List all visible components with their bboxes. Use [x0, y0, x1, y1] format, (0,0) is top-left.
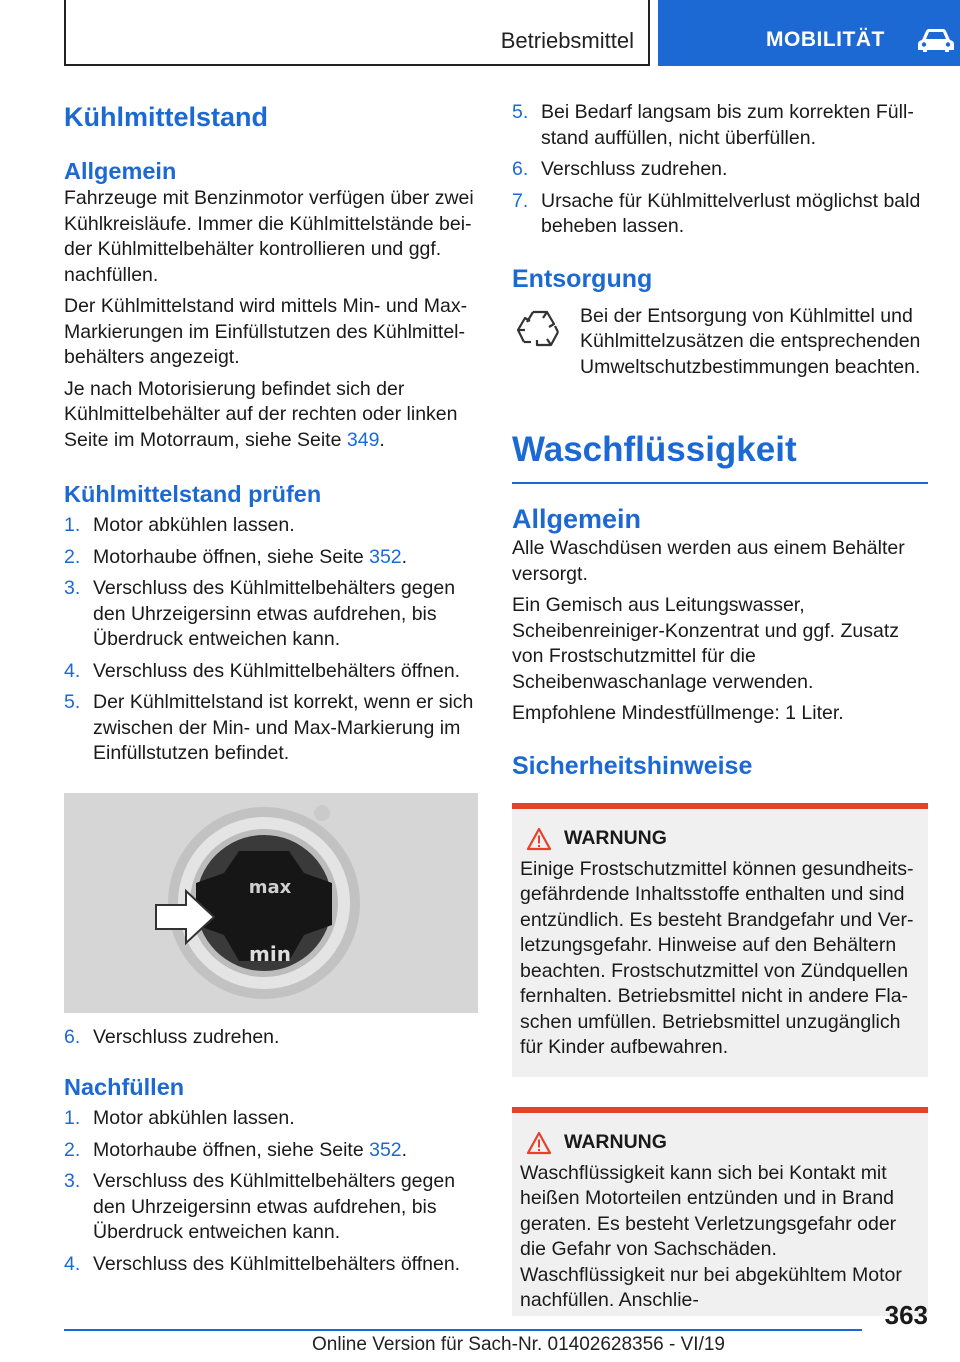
step-text: Verschluss des Kühlmittelbehälters gegen den Uhrzeigersinn etwas aufdrehen, bis Überdruck entweichen kann.	[93, 577, 456, 650]
heading-safety: Sicherheitshinweise	[512, 751, 753, 780]
warning-header	[526, 1131, 920, 1155]
step-text: Motorhaube öffnen, siehe Seite	[93, 1138, 370, 1161]
warning-box	[512, 1107, 928, 1316]
coolant-filler-photo	[64, 793, 478, 1013]
warning-text: Einige Frostschutzmittel können gesundheitsgefährdende Inhaltsstoffe enthalten und sind entzündlich. Es besteht Brandgefahr und Verletzungsgefahr. Hinweise auf den Behältern beachten. Frostschutzmittel von Zündquellen fernhalten. Betriebsmittel nicht in andere Flaschen umfüllen. Betriebsmittel unzugänglich für Kinder aufbewahren.	[520, 857, 914, 1058]
step-number: 4.	[64, 1252, 81, 1275]
step-text: Ursache für Kühlmittelverlust möglichst bald beheben lassen.	[541, 189, 921, 237]
refill-steps	[64, 1106, 478, 1277]
refill-steps-continued	[512, 100, 928, 240]
list-item	[64, 659, 478, 685]
list-item	[512, 189, 928, 240]
section-title-washer: Waschflüssigkeit	[512, 430, 797, 469]
step-number: 1.	[64, 514, 81, 536]
heading-washer-general: Allgemein	[512, 504, 642, 534]
chapter-tab[interactable]	[658, 0, 960, 66]
page-link[interactable]: 352	[369, 545, 402, 568]
check-steps-continued	[64, 1025, 478, 1051]
heading-check: Kühlmittelstand prüfen	[64, 481, 322, 507]
step-text: Motorhaube öffnen, siehe Seite	[93, 545, 370, 568]
filler-neck-illustration	[64, 793, 478, 1013]
page-number: 363	[884, 1300, 928, 1330]
paragraph-end: .	[379, 428, 385, 451]
recycle-icon	[514, 304, 566, 356]
warning-triangle-icon	[526, 1131, 552, 1155]
warning-text: Waschflüssigkeit kann sich bei Kontakt mit heißen Motorteilen entzünden und in Brand geraten. Es besteht Verletzungsgefahr oder die Gefahr von Sachschäden. Waschflüssigkeit nur bei abgekühltem Motor nachfüllen. Anschlie-	[520, 1161, 902, 1311]
step-text: Bei Bedarf langsam bis zum korrekten Füllstand auffüllen, nicht überfüllen.	[541, 101, 914, 149]
step-number: 2.	[64, 1138, 81, 1161]
warning-title: WARNUNG	[564, 1131, 667, 1153]
disposal-note	[512, 304, 928, 387]
footer-rule	[64, 1329, 862, 1331]
section-rule	[512, 482, 928, 484]
list-item	[512, 100, 928, 151]
heading-refill: Nachfüllen	[64, 1074, 185, 1100]
step-text: Verschluss des Kühlmittelbehälters gegen den Uhrzeigersinn etwas aufdrehen, bis Überdruck entweichen kann.	[93, 1170, 456, 1243]
step-number: 7.	[512, 189, 529, 212]
chapter-tab-label: MOBILITÄT	[766, 28, 885, 51]
step-text: Motor abkühlen lassen.	[93, 1107, 295, 1129]
paragraph: Der Kühlmittelstand wird mittels Min- und Max-Markierungen im Einfüllstutzen des Kühlmittelbehälters angezeigt.	[64, 295, 468, 368]
section-title-coolant: Kühlmittelstand	[64, 102, 269, 132]
step-number: 1.	[64, 1107, 81, 1129]
step-number: 6.	[64, 1025, 81, 1048]
step-number: 2.	[64, 545, 81, 568]
check-steps	[64, 513, 478, 767]
page-link[interactable]: 352	[369, 1138, 402, 1161]
warning-triangle-icon	[526, 827, 552, 851]
list-item	[64, 690, 478, 767]
paragraph: Empfohlene Mindestfüllmenge: 1 Liter.	[512, 702, 844, 724]
step-end: .	[401, 1138, 408, 1161]
step-number: 3.	[64, 1170, 81, 1192]
step-end: .	[401, 545, 408, 568]
paragraph: Alle Waschdüsen werden aus einem Behälter versorgt.	[512, 537, 905, 585]
step-text: Der Kühlmittelstand ist korrekt, wenn er sich zwischen der Min- und Max-Markierung im Einfüllstutzen befindet.	[93, 691, 474, 764]
step-text: Verschluss des Kühlmittelbehälters öffnen.	[93, 1252, 461, 1275]
step-number: 4.	[64, 659, 81, 682]
list-item	[64, 545, 478, 571]
min-marking: min	[249, 941, 291, 966]
step-text: Verschluss des Kühlmittelbehälters öffnen.	[93, 659, 461, 682]
step-number: 6.	[512, 158, 529, 180]
paragraph: Fahrzeuge mit Benzinmotor verfügen über zwei Kühlkreisläufe. Immer die Kühlmittelstände beider Kühlmittelbehälter kontrollieren und ggf. nachfüllen.	[64, 187, 474, 286]
step-number: 5.	[64, 691, 81, 713]
heading-disposal: Entsorgung	[512, 264, 653, 293]
heading-general: Allgemein	[64, 158, 177, 184]
step-number: 5.	[512, 101, 529, 123]
list-item	[64, 1138, 478, 1164]
warning-header	[526, 827, 920, 851]
step-number: 3.	[64, 577, 81, 599]
paragraph: Ein Gemisch aus Leitungswasser, Scheibenreiniger-Konzentrat und ggf. Zusatz von Frostschutzmittel für die Scheibenwaschanlage verwenden.	[512, 594, 899, 693]
header-section-box	[64, 0, 650, 66]
paragraph	[64, 377, 478, 454]
page-link[interactable]: 349	[346, 428, 380, 451]
footer-text: Online Version für Sach-Nr. 01402628356 - VI/19	[312, 1334, 725, 1355]
step-text: Verschluss zudrehen.	[541, 158, 728, 180]
left-column	[64, 100, 478, 1283]
list-item	[64, 513, 478, 539]
warning-box	[512, 803, 928, 1077]
disposal-text: Bei der Entsorgung von Kühlmittel und Kühlmittelzusätzen die entsprechenden Umweltschutzbestimmungen beachten.	[580, 304, 921, 378]
header-section-title: Betriebsmittel	[500, 28, 634, 53]
list-item	[64, 576, 478, 653]
list-item	[64, 1169, 478, 1246]
list-item	[64, 1106, 478, 1132]
warning-title: WARNUNG	[564, 827, 667, 849]
car-icon	[916, 26, 956, 54]
step-text: Verschluss zudrehen.	[93, 1025, 280, 1048]
step-text: Motor abkühlen lassen.	[93, 514, 295, 536]
list-item	[64, 1025, 478, 1051]
list-item	[64, 1252, 478, 1278]
right-column	[512, 100, 928, 1316]
list-item	[512, 157, 928, 183]
paragraph-text: Je nach Motorisierung befindet sich der Kühlmittelbehälter auf der rechten oder linken Seite im Motorraum, siehe Seite	[64, 377, 458, 451]
max-marking: max	[248, 876, 292, 898]
